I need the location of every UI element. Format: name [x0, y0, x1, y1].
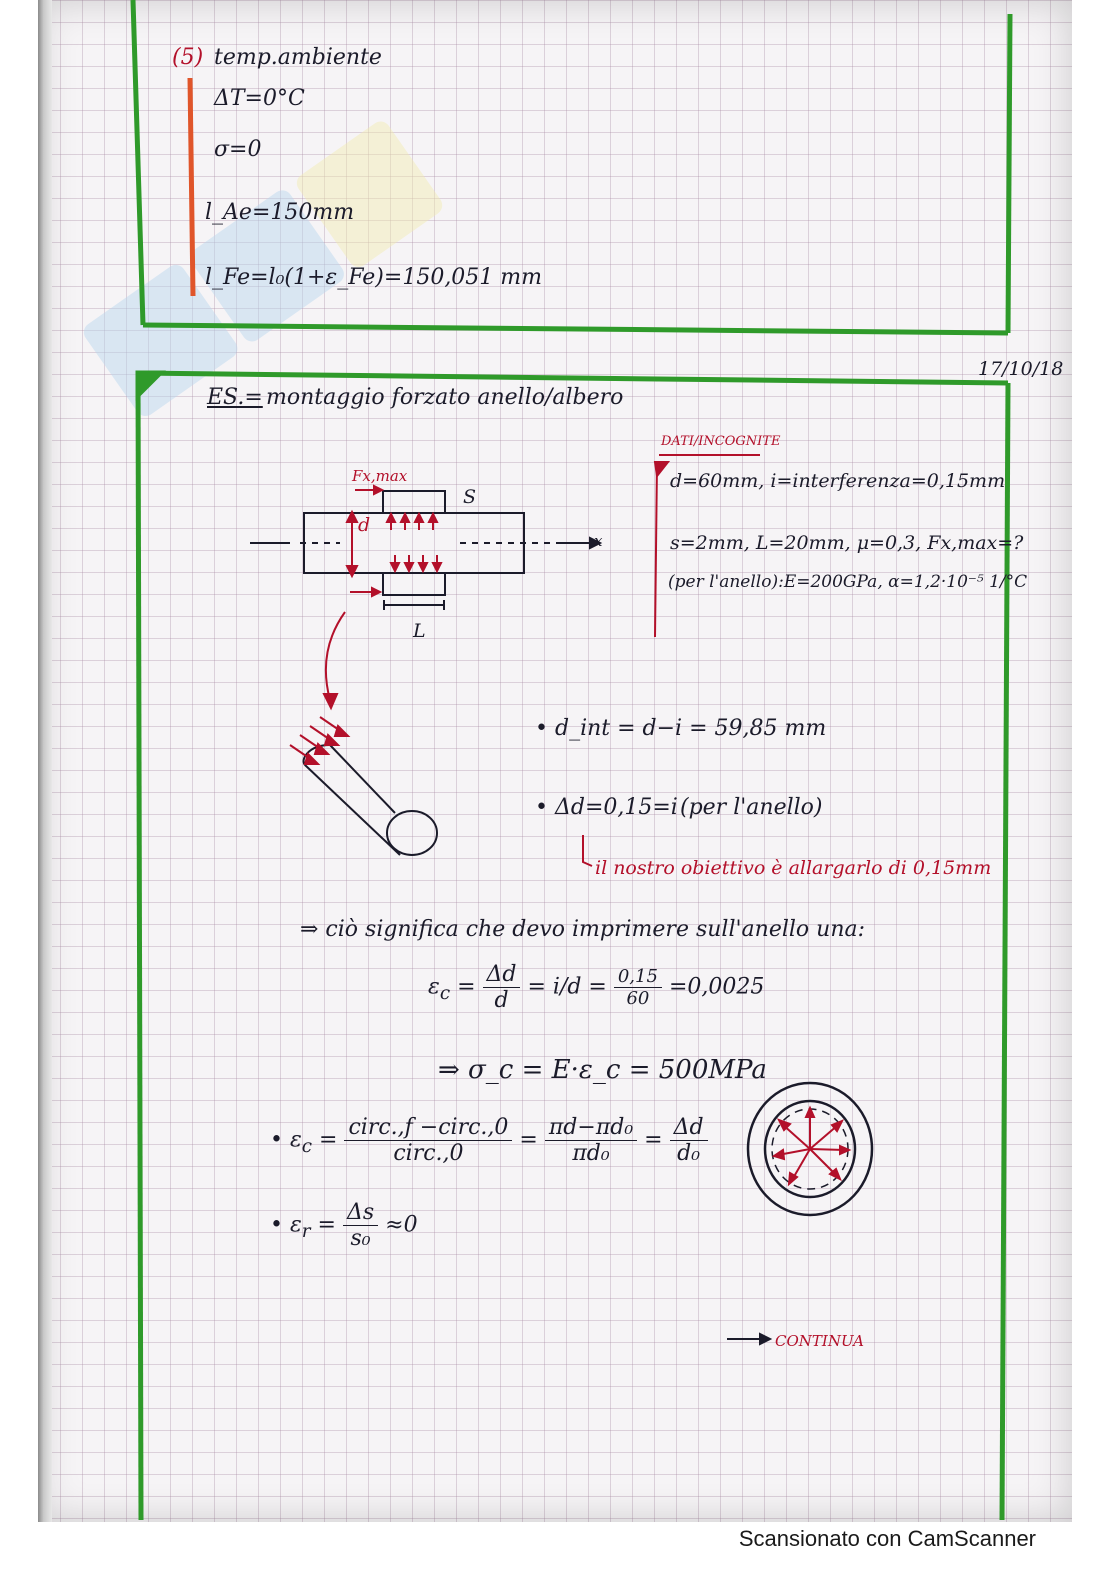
continue-label: CONTINUA: [775, 1332, 864, 1350]
cylinder-pressure-arrows: [290, 717, 348, 764]
section-number: (5): [172, 45, 204, 70]
delta-t-line: ΔT=0°C: [214, 86, 305, 111]
press-fit-diagram: [250, 491, 603, 610]
data-box-header: DATI/INCOGNITE: [661, 434, 781, 449]
s-label: S: [463, 486, 477, 508]
strain-equation: $\varepsilon_c$ = $\frac{\Delta d}{d}$ = i/d = $\frac{0,15}{60}$ =0,0025: [428, 962, 765, 1013]
l-fe-line: l_Fe=l₀(1+ε_Fe)=150,051 mm: [205, 265, 543, 290]
d-label: d: [358, 514, 371, 536]
pressure-arrows: [324, 486, 441, 708]
d-int-line: • d_int = d−i = 59,85 mm: [535, 716, 827, 741]
goal-note: il nostro obiettivo è allargarlo di 0,15mm: [595, 857, 992, 879]
continue-arrow: [727, 1334, 770, 1344]
stress-line: ⇒ σ_c = E·ε_c = 500MPa: [438, 1055, 767, 1085]
data-line-3: (per l'anello):E=200GPa, α=1,2·10⁻⁵ 1/°C: [668, 572, 1028, 592]
scanner-footer: [0, 1522, 1116, 1579]
sigma-line: σ=0: [214, 137, 262, 162]
cylinder-sketch: [304, 745, 437, 855]
means-line: ⇒ ciò significa che devo imprimere sull'anello una:: [300, 917, 866, 942]
data-line-1: d=60mm, i=interferenza=0,15mm: [670, 470, 1006, 492]
radial-strain-equation: • $\varepsilon_r$ = $\frac{\Delta s}{\text{s₀}}$ ≈0: [270, 1200, 418, 1251]
scanner-credit: Scansionato con CamScanner: [738, 1526, 1036, 1551]
delta-d-line: • Δd=0,15=i: [535, 795, 678, 820]
date: 17/10/18: [978, 358, 1064, 380]
x-axis-label: x: [594, 532, 603, 550]
length-label: L: [413, 620, 426, 642]
exercise-title: montaggio forzato anello/albero: [266, 385, 624, 410]
section-title: temp.ambiente: [214, 45, 382, 70]
force-label: Fx,max: [352, 467, 408, 485]
exercise-label: ES.=: [207, 385, 263, 410]
circumferential-strain-equation: • $\varepsilon_c$ = $\frac{\text{circ.,f −circ.,0}}{\text{circ.,0}}$ = $\frac{\text{πd−πd₀}}{\text{πd₀}}$ = $\frac{\Delta d}{\text{d₀}}$: [270, 1115, 708, 1166]
data-line-2: s=2mm, L=20mm, μ=0,3, Fx,max=?: [670, 532, 1024, 554]
highlight-bar: [190, 78, 193, 296]
l-ae-line: l_Ae=150mm: [205, 200, 355, 225]
delta-d-note: (per l'anello): [680, 795, 823, 820]
note-arrow: [583, 835, 592, 866]
